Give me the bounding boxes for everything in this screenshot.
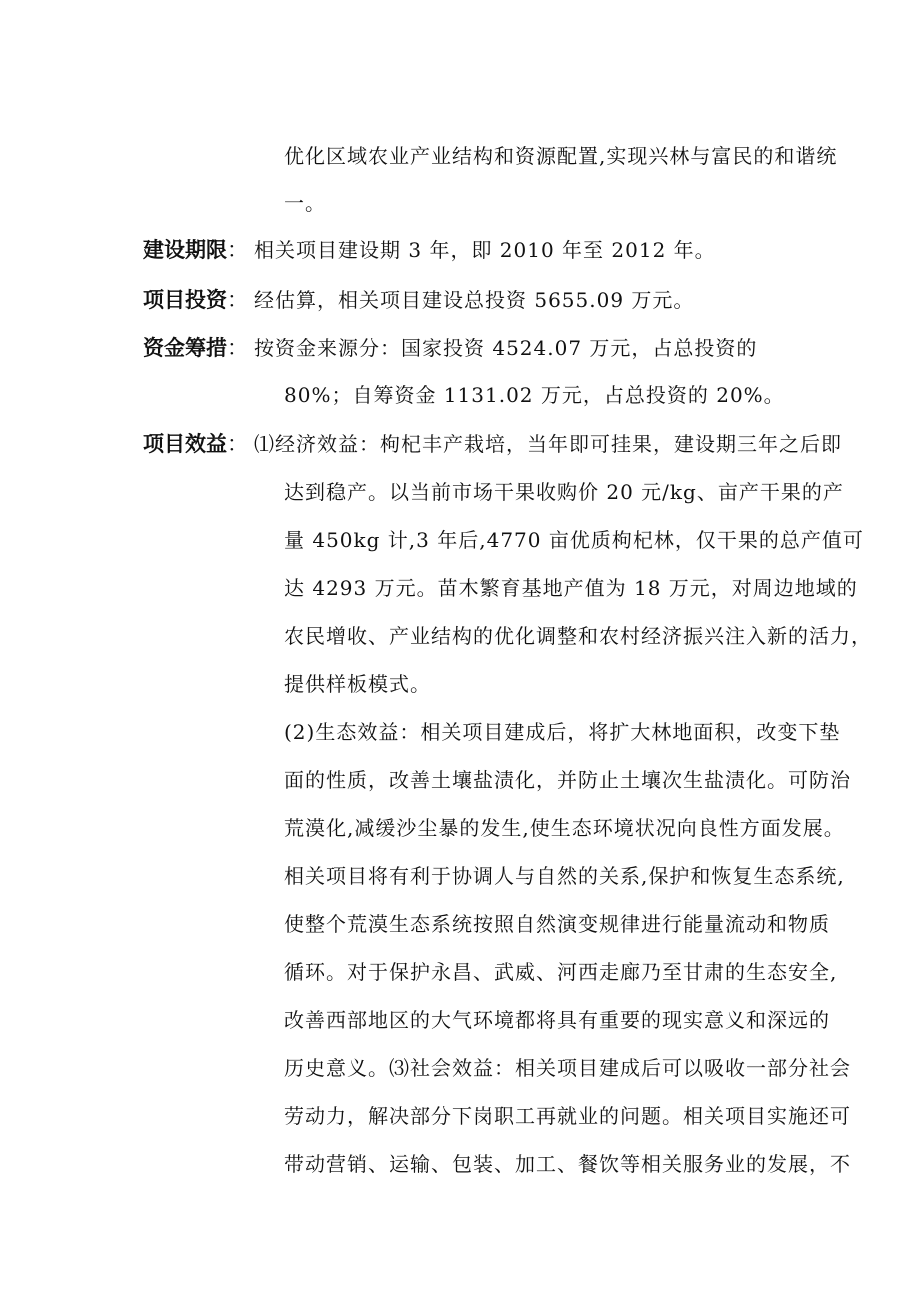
- benefits-line-16: 带动营销、运输、包装、加工、餐饮等相关服务业的发展，不: [284, 1152, 851, 1176]
- benefits-line-15: 劳动力，解决部分下岗职工再就业的问题。相关项目实施还可: [284, 1104, 851, 1128]
- funding-line-1: 按资金来源分：国家投资 4524.07 万元，占总投资的: [254, 336, 758, 360]
- benefits-line-2: 达到稳产。以当前市场干果收购价 20 元/kg、亩产干果的产: [284, 480, 844, 504]
- benefits-line-6: 提供样板模式。: [284, 672, 431, 696]
- benefits-label: 项目效益：: [143, 432, 248, 456]
- benefits-line-14: 历史意义。⑶社会效益：相关项目建成后可以吸收一部分社会: [284, 1056, 851, 1080]
- benefits-line-10: 相关项目将有利于协调人与自然的关系,保护和恢复生态系统,: [284, 864, 845, 888]
- construction-period-text: 相关项目建设期 3 年，即 2010 年至 2012 年。: [254, 238, 716, 262]
- investment-label: 项目投资：: [143, 288, 248, 312]
- funding-line-2: 80%；自筹资金 1131.02 万元，占总投资的 20%。: [284, 383, 785, 407]
- construction-period-label: 建设期限：: [143, 238, 248, 262]
- benefits-line-1: ⑴经济效益：枸杞丰产栽培，当年即可挂果，建设期三年之后即: [254, 432, 842, 456]
- benefits-line-5: 农民增收、产业结构的优化调整和农村经济振兴注入新的活力，: [284, 624, 872, 648]
- benefits-line-13: 改善西部地区的大气环境都将具有重要的现实意义和深远的: [284, 1008, 830, 1032]
- benefits-line-4: 达 4293 万元。苗木繁育基地产值为 18 万元，对周边地域的: [284, 576, 858, 600]
- benefits-line-7: (2)生态效益：相关项目建成后，将扩大林地面积，改变下垫: [284, 720, 841, 744]
- intro-line-1: 优化区域农业产业结构和资源配置,实现兴林与富民的和谐统: [284, 144, 838, 168]
- intro-line-2: 一。: [284, 191, 326, 215]
- benefits-line-3: 量 450kg 计,3 年后,4770 亩优质枸杞林，仅干果的总产值可: [284, 528, 864, 552]
- benefits-line-8: 面的性质，改善土壤盐渍化，并防止土壤次生盐渍化。可防治: [284, 768, 851, 792]
- benefits-line-9: 荒漠化,减缓沙尘暴的发生,使生态环境状况向良性方面发展。: [284, 816, 845, 840]
- benefits-line-12: 循环。对于保护永昌、武威、河西走廊乃至甘肃的生态安全,: [284, 960, 838, 984]
- funding-label: 资金筹措：: [143, 336, 248, 360]
- investment-text: 经估算，相关项目建设总投资 5655.09 万元。: [254, 288, 695, 312]
- benefits-line-11: 使整个荒漠生态系统按照自然演变规律进行能量流动和物质: [284, 912, 830, 936]
